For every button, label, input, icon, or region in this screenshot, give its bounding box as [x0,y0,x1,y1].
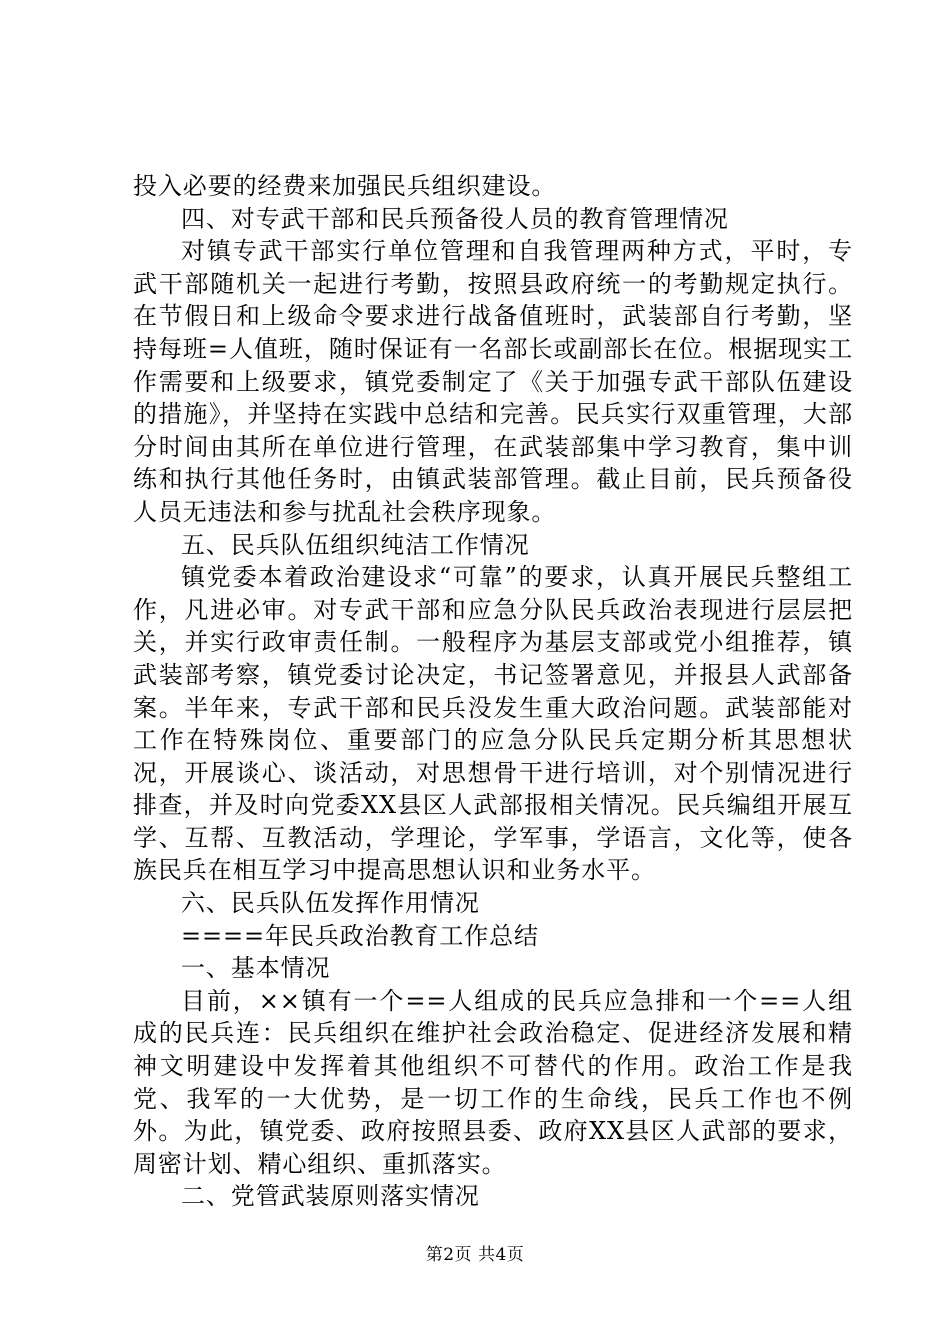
section-heading-4: 四、对专武干部和民兵预备役人员的教育管理情况 [181,204,729,233]
section-heading-2: 二、党管武装原则落实情况 [181,1182,480,1211]
section-heading-1: 一、基本情况 [181,954,331,983]
document-body [133,170,853,1213]
section-heading-5: 五、民兵队伍组织纯洁工作情况 [181,530,530,559]
paragraph-5: 镇党委本着政治建设求“可靠”的要求，认真开展民兵整组工作，凡进必审。对专武干部和应急分队民兵政治表现进行层层把关，并实行政审责任制。一般程序为基层支部或党小组推荐，镇武装部考察，镇党委讨论决定，书记签署意见，并报县人武部备案。半年来，专武干部和民兵没发生重大政治问题。武装部能对工作在特殊岗位、重要部门的应急分队民兵定期分析其思想状况，开展谈心、谈活动，对思想骨干进行培训，对个别情况进行排查，并及时向党委XX县区人武部报相关情况。民兵编组开展互学、互帮、互教活动，学理论，学军事，学语言，文化等，使各族民兵在相互学习中提高思想认识和业务水平。 [133,563,853,885]
section-heading-6: 六、民兵队伍发挥作用情况 [181,889,480,918]
paragraph-3: 对镇专武干部实行单位管理和自我管理两种方式，平时，专武干部随机关一起进行考勤，按照县政府统一的考勤规定执行。在节假日和上级命令要求进行战备值班时，武装部自行考勤，坚持每班=人值班，随时保证有一名部长或副部长在位。根据现实工作需要和上级要求，镇党委制定了《关于加强专武干部队伍建设的措施》，并坚持在实践中总结和完善。民兵实行双重管理，大部分时间由其所在单位进行管理，在武装部集中学习教育，集中训练和执行其他任务时，由镇武装部管理。截止目前，民兵预备役人员无违法和参与扰乱社会秩序现象。 [133,237,853,526]
page-number: 第2页 共4页 [425,1245,525,1265]
paragraph-1: 投入必要的经费来加强民兵组织建设。 [133,172,557,200]
paragraph-9: 目前，××镇有一个==人组成的民兵应急排和一个==人组成的民兵连：民兵组织在维护社会政治稳定、促进经济发展和精神文明建设中发挥着其他组织不可替代的作用。政治工作是我党、我军的一大优势，是一切工作的生命线，民兵工作也不例外。为此，镇党委、政府按照县委、政府XX县区人武部的要求，周密计划、精心组织、重抓落实。 [133,986,853,1178]
page-footer [0,1244,950,1266]
document-title: ====年民兵政治教育工作总结 [181,921,539,950]
